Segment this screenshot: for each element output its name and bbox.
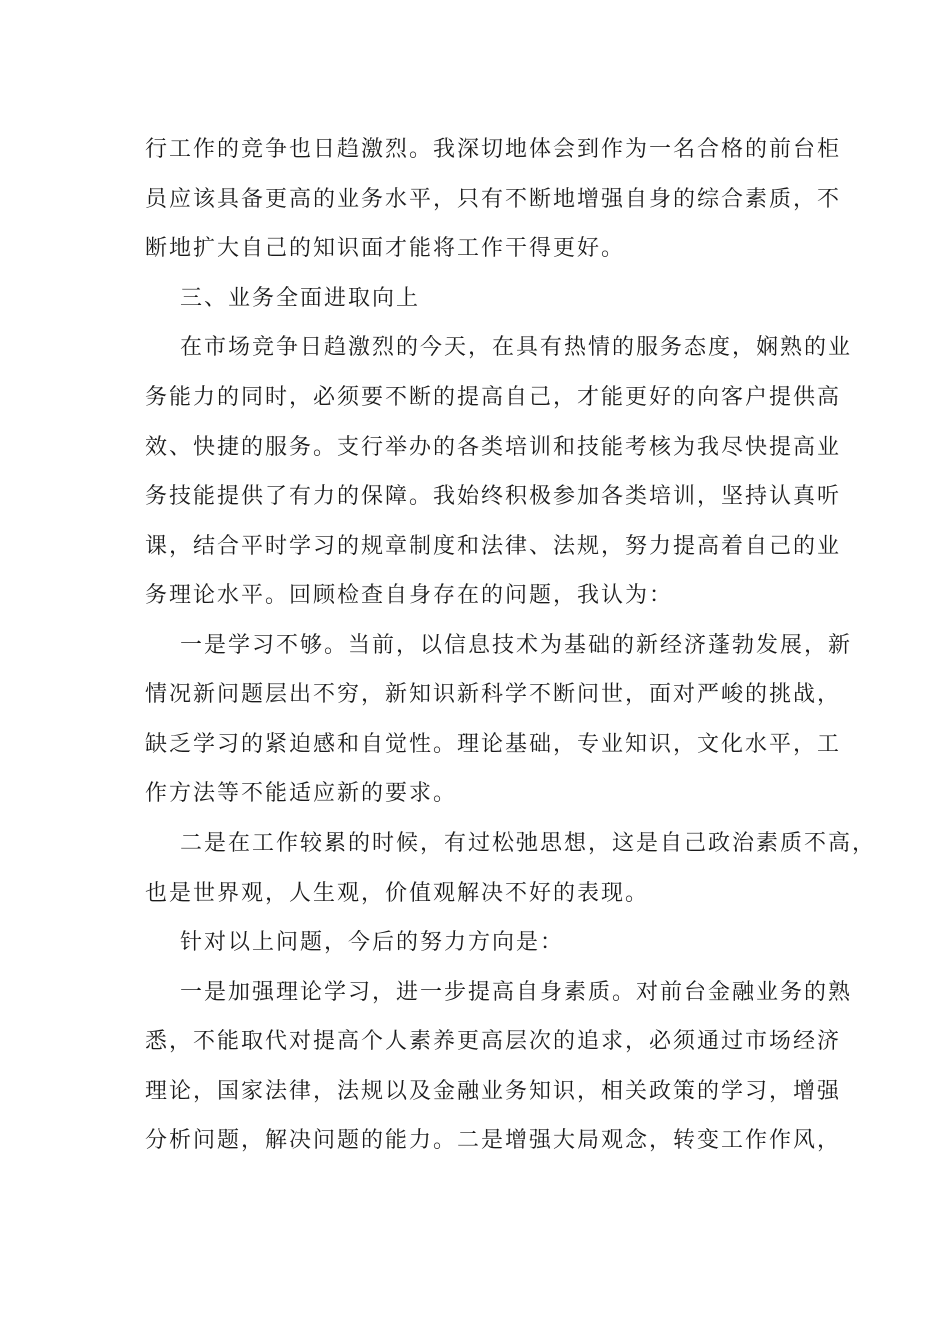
text-line: 缺乏学习的紧迫感和自觉性。理论基础，专业知识，文化水平，工 <box>145 732 842 757</box>
text-line: 务技能提供了有力的保障。我始终积极参加各类培训，坚持认真听 <box>145 484 842 509</box>
text-line: 一是加强理论学习，进一步提高自身素质。对前台金融业务的熟 <box>180 980 853 1005</box>
text-line: 行工作的竞争也日趋激烈。我深切地体会到作为一名合格的前台柜 <box>145 137 842 162</box>
text-line: 断地扩大自己的知识面才能将工作干得更好。 <box>145 236 626 261</box>
text-line: 务能力的同时，必须要不断的提高自己，才能更好的向客户提供高 <box>145 385 842 410</box>
text-line: 理论，国家法律，法规以及金融业务知识，相关政策的学习，增强 <box>145 1079 842 1104</box>
text-line: 悉，不能取代对提高个人素养更高层次的追求，必须通过市场经济 <box>145 1029 842 1054</box>
text-line: 务理论水平。回顾检查自身存在的问题，我认为： <box>145 583 674 608</box>
text-line: 也是世界观，人生观，价值观解决不好的表现。 <box>145 881 650 906</box>
text-line: 作方法等不能适应新的要求。 <box>145 781 458 806</box>
text-line: 一是学习不够。当前，以信息技术为基础的新经济蓬勃发展，新 <box>180 633 853 658</box>
text-line: 员应该具备更高的业务水平，只有不断地增强自身的综合素质，不 <box>145 187 842 212</box>
text-line: 效、快捷的服务。支行举办的各类培训和技能考核为我尽快提高业 <box>145 435 842 460</box>
text-line: 在市场竞争日趋激烈的今天，在具有热情的服务态度，娴熟的业 <box>180 335 853 360</box>
section-heading: 三、业务全面进取向上 <box>180 286 421 311</box>
text-line: 针对以上问题，今后的努力方向是： <box>180 930 565 955</box>
text-line: 分析问题，解决问题的能力。二是增强大局观念，转变工作作风， <box>145 1128 842 1153</box>
text-line: 课，结合平时学习的规章制度和法律、法规，努力提高着自己的业 <box>145 534 842 559</box>
text-line: 情况新问题层出不穷，新知识新科学不断问世，面对严峻的挑战， <box>145 682 842 707</box>
text-line: 二是在工作较累的时候，有过松弛思想，这是自己政治素质不高， <box>180 831 877 856</box>
